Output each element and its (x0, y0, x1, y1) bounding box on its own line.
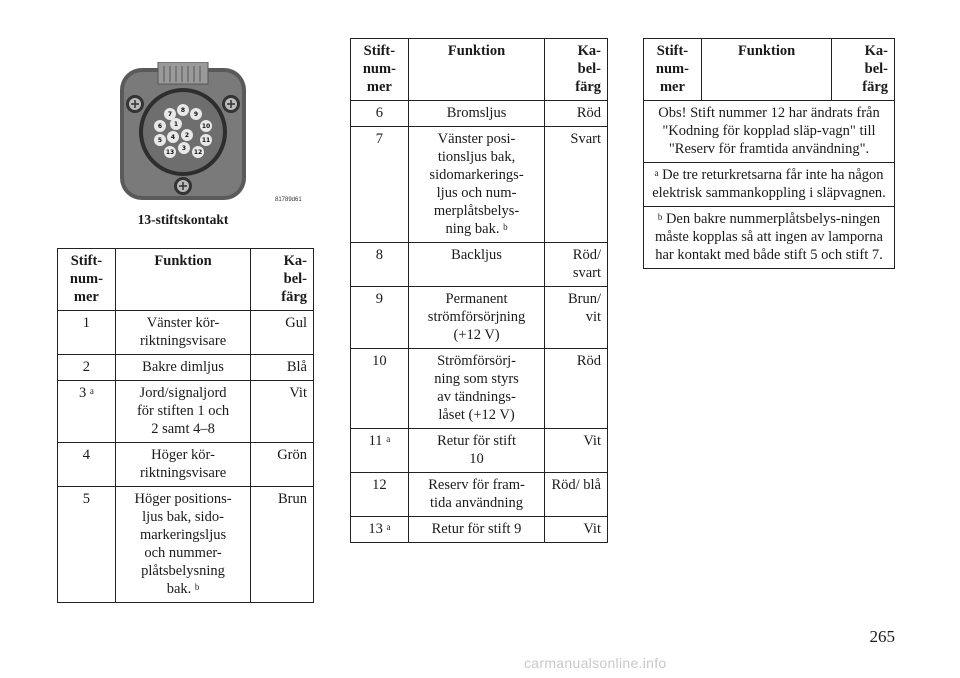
pin-function-line: Strömförsörj- (437, 353, 516, 369)
header-farg-line: bel- (577, 61, 601, 77)
header-farg (545, 39, 608, 101)
pin-number-text: 5 (82, 491, 91, 507)
pin-function-line: ning som styrs (434, 371, 519, 387)
cable-color (545, 517, 608, 543)
cable-color-text: Brun/ vit (567, 291, 601, 325)
table-row (351, 349, 608, 429)
pin-function (408, 429, 545, 473)
pin-number-text: 7 (375, 131, 384, 147)
header-stift-line: Stift- (656, 43, 689, 59)
svg-text:5: 5 (157, 137, 163, 144)
pin-number (58, 355, 116, 381)
cable-color-text: Röd/ blå (551, 477, 601, 493)
pin-function (115, 355, 250, 381)
trailer-connector-illustration (118, 62, 248, 202)
footnote-mark: b (194, 582, 200, 592)
pin-number-text: 8 (375, 247, 384, 263)
svg-text:7: 7 (167, 111, 173, 118)
cable-color (545, 473, 608, 517)
pin-function-line: sidomarkerings- (429, 167, 524, 183)
pin-number (351, 127, 409, 243)
table-row (58, 381, 314, 443)
cable-color (251, 311, 314, 355)
table-row (58, 443, 314, 487)
note-row (644, 163, 895, 207)
pin-function (408, 349, 545, 429)
cable-color-text: Vit (583, 521, 601, 537)
pin-table-1 (57, 248, 314, 603)
pin-number (58, 443, 116, 487)
header-funktion: Funktion (701, 39, 831, 101)
footnote-mark: a (386, 522, 391, 532)
pin-number (351, 243, 409, 287)
table-row (351, 101, 608, 127)
header-farg-line: Ka- (577, 43, 601, 59)
connector-figure (118, 62, 248, 202)
svg-text:1: 1 (173, 121, 179, 128)
header-stift-line: mer (366, 79, 392, 95)
cable-color-text: Gul (285, 315, 307, 331)
pin-function-line: plåtsbelysning (141, 563, 225, 579)
header-farg-line: färg (575, 79, 601, 95)
svg-text:4: 4 (170, 134, 176, 141)
svg-text:13: 13 (165, 149, 175, 156)
cable-color-text: Röd (576, 105, 601, 121)
pin-function-line: riktningsvisare (139, 333, 227, 349)
footnote-mark: a (89, 386, 94, 396)
cable-color-text: Grön (277, 447, 307, 463)
header-stift-line: Stift- (70, 253, 103, 269)
svg-text:11: 11 (201, 137, 211, 144)
table-header-row (644, 39, 895, 101)
header-farg (832, 39, 895, 101)
pin-number-text: 6 (375, 105, 384, 121)
header-farg-line: Ka- (864, 43, 888, 59)
pin-function-line: Vänster posi- (437, 131, 516, 147)
header-stift (58, 249, 116, 311)
header-stift (351, 39, 409, 101)
pin-function-line: och nummer- (144, 545, 222, 561)
footnote-a (644, 163, 895, 207)
pin-number-text: 3 (78, 385, 87, 401)
header-funktion: Funktion (115, 249, 250, 311)
table-header-row (58, 249, 314, 311)
cable-color-text: Vit (583, 433, 601, 449)
pin-function-line: ning bak. (445, 221, 500, 237)
page-number: 265 (869, 627, 895, 646)
cable-color-text: Brun (278, 491, 307, 507)
cable-color-text: Vit (289, 385, 307, 401)
pin-function-line: Backljus (451, 247, 502, 263)
pin-function (408, 517, 545, 543)
pin-function-line: för stiften 1 och (136, 403, 230, 419)
figure-caption: 13-stiftskontakt (137, 212, 229, 227)
header-funktion: Funktion (408, 39, 545, 101)
footnote-mark: b (503, 222, 508, 232)
pin-number-text: 11 (368, 433, 383, 449)
header-farg-line: bel- (864, 61, 888, 77)
cable-color (545, 101, 608, 127)
pin-number-text: 9 (375, 291, 384, 307)
pin-number (351, 517, 409, 543)
header-farg-line: färg (862, 79, 888, 95)
pin-function-line: strömförsörjning (427, 309, 526, 325)
pin-number (351, 349, 409, 429)
cable-color-text: Blå (286, 359, 307, 375)
obs-note: Obs! Stift nummer 12 har ändrats från "Kodning för kopplad släp-vagn" till "Reserv för framtida användning". (644, 101, 895, 163)
svg-text:3: 3 (181, 145, 187, 152)
header-stift-line: mer (659, 79, 685, 95)
svg-text:9: 9 (193, 111, 199, 118)
pin-function-line: Jord/signaljord (139, 385, 227, 401)
header-farg-line: färg (281, 289, 307, 305)
header-stift (644, 39, 702, 101)
pin-function-line: låset (+12 V) (438, 407, 515, 423)
pin-number-text: 10 (372, 353, 387, 369)
pin-function-line: bak. (166, 581, 192, 597)
pin-function-line: riktningsvisare (139, 465, 227, 481)
svg-text:12: 12 (193, 149, 203, 156)
footnote-a-text: De tre returkretsarna får inte ha någon elektrisk sammankoppling i släpvagnen. (652, 167, 886, 201)
pin-number (58, 487, 116, 603)
table-row (58, 487, 314, 603)
pin-function-line: Vänster kör- (146, 315, 220, 331)
cable-color (545, 127, 608, 243)
table-row (351, 517, 608, 543)
table-row (351, 127, 608, 243)
cable-color-text: Röd/ svart (572, 247, 601, 281)
table-header-row (351, 39, 608, 101)
pin-function-line: Bakre dimljus (142, 359, 224, 375)
pin-table-2 (350, 38, 608, 543)
table-row (351, 243, 608, 287)
table-row (58, 311, 314, 355)
pin-function (408, 287, 545, 349)
pin-number (351, 287, 409, 349)
cable-color (545, 349, 608, 429)
header-stift-line: mer (73, 289, 99, 305)
pin-function-line: Höger kör- (151, 447, 215, 463)
pin-function-line: tionsljus bak, (437, 149, 516, 165)
pin-function-line: Bromsljus (446, 105, 507, 121)
watermark: carmanualsonline.info (524, 655, 667, 671)
pin-function-line: merplåtsbelys- (433, 203, 520, 219)
pin-function-line: 2 samt 4–8 (151, 421, 215, 437)
pin-number (58, 311, 116, 355)
pin-number-text: 2 (82, 359, 91, 375)
pin-function-line: av tändnings- (437, 389, 516, 405)
pin-function (408, 243, 545, 287)
header-farg (251, 249, 314, 311)
footnote-b (644, 207, 895, 269)
cable-color (251, 381, 314, 443)
cable-color (545, 429, 608, 473)
svg-text:10: 10 (201, 123, 211, 130)
pin-function (408, 473, 545, 517)
cable-color (251, 443, 314, 487)
pin-function-line: ljus och num- (436, 185, 517, 201)
table-row (351, 287, 608, 349)
pin-function-line: tida användning (430, 495, 524, 511)
table-row (351, 429, 608, 473)
note-row (644, 101, 895, 163)
pin-function-line: 10 (469, 451, 484, 467)
pin-function (115, 443, 250, 487)
svg-text:6: 6 (157, 123, 163, 130)
figure-code: 81789d61 (275, 197, 302, 203)
pin-number-text: 12 (372, 477, 387, 493)
table-row (58, 355, 314, 381)
pin-function-line: Permanent (445, 291, 508, 307)
header-farg-line: bel- (283, 271, 307, 287)
cable-color-text: Röd (576, 353, 601, 369)
pin-number (351, 473, 409, 517)
pin-number-text: 1 (82, 315, 91, 331)
footnote-a-mark: a (654, 168, 659, 178)
pin-function (115, 381, 250, 443)
pin-function-line: Retur för stift 9 (431, 521, 522, 537)
pin-function-line: Höger positions- (134, 491, 232, 507)
svg-text:8: 8 (180, 107, 186, 114)
pin-function (115, 311, 250, 355)
pin-function-line: ljus bak, sido- (142, 509, 224, 525)
header-stift-line: num- (655, 61, 689, 77)
footnote-b-mark: b (657, 212, 663, 222)
header-farg-line: Ka- (283, 253, 307, 269)
pin-function-line: Reserv för fram- (428, 477, 525, 493)
cable-color (251, 487, 314, 603)
footnote-mark: a (386, 434, 391, 444)
pin-function-line: (+12 V) (453, 327, 500, 343)
pin-function (408, 101, 545, 127)
pin-number-text: 13 (368, 521, 383, 537)
cable-color (545, 243, 608, 287)
header-stift-line: num- (362, 61, 396, 77)
svg-text:2: 2 (184, 132, 190, 139)
cable-color (545, 287, 608, 349)
pin-function (115, 487, 250, 603)
footnote-b-text: Den bakre nummerplåtsbelys-ningen måste kopplas så att ingen av lamporna har kontakt med både stift 5 och stift 7. (655, 211, 883, 263)
pin-number-text: 4 (82, 447, 91, 463)
pin-function-line: Retur för stift (437, 433, 516, 449)
pin-number (351, 429, 409, 473)
cable-color-text: Svart (570, 131, 601, 147)
pin-function (408, 127, 545, 243)
header-stift-line: num- (69, 271, 103, 287)
header-stift-line: Stift- (363, 43, 396, 59)
cable-color (251, 355, 314, 381)
table-row (351, 473, 608, 517)
notes-table (643, 38, 895, 269)
pin-number (351, 101, 409, 127)
pin-number (58, 381, 116, 443)
note-row (644, 207, 895, 269)
pin-function-line: markeringsljus (139, 527, 227, 543)
